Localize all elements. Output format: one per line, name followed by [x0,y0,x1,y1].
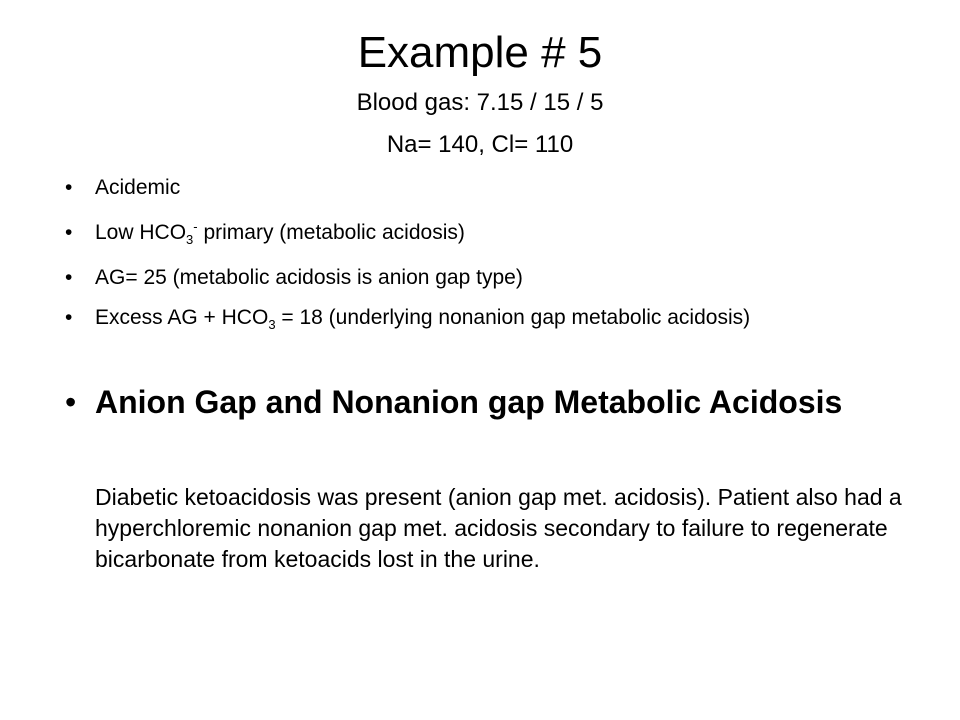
subscript: 3 [186,232,194,248]
bullet-acidemic [95,174,915,201]
bullet-text-start: Low HCO [95,221,187,244]
bullet-anion-gap [95,264,915,291]
bullet-heading [95,382,915,422]
heading-text: Anion Gap and Nonanion gap Metabolic Acidosis [95,384,843,420]
bullet-low-hco3 [95,219,915,246]
superscript: - [193,219,198,234]
electrolytes-line: Na= 140, Cl= 110 [386,131,574,158]
bullet-text: Acidemic [95,176,181,199]
bullet-text-start: Excess AG + HCO [95,306,269,329]
blood-gas-line: Blood gas: 7.15 / 15 / 5 [356,89,604,116]
bullet-text-end: primary (metabolic acidosis) [197,221,465,244]
slide-title: Example # 5 [357,28,603,77]
bullet-text-end: = 18 (underlying nonanion gap metabolic acidosis) [275,306,751,329]
explanation-paragraph: Diabetic ketoacidosis was present (anion gap met. acidosis). Patient also had a hyperchloremic nonanion gap met. acidosis secondary to failure to regenerate bicarbonate from ketoacids lost in the urine. [95,484,902,572]
bullet-excess-ag [95,304,915,331]
subscript: 3 [268,317,276,333]
bullet-text: AG= 25 (metabolic acidosis is anion gap type) [95,266,523,289]
